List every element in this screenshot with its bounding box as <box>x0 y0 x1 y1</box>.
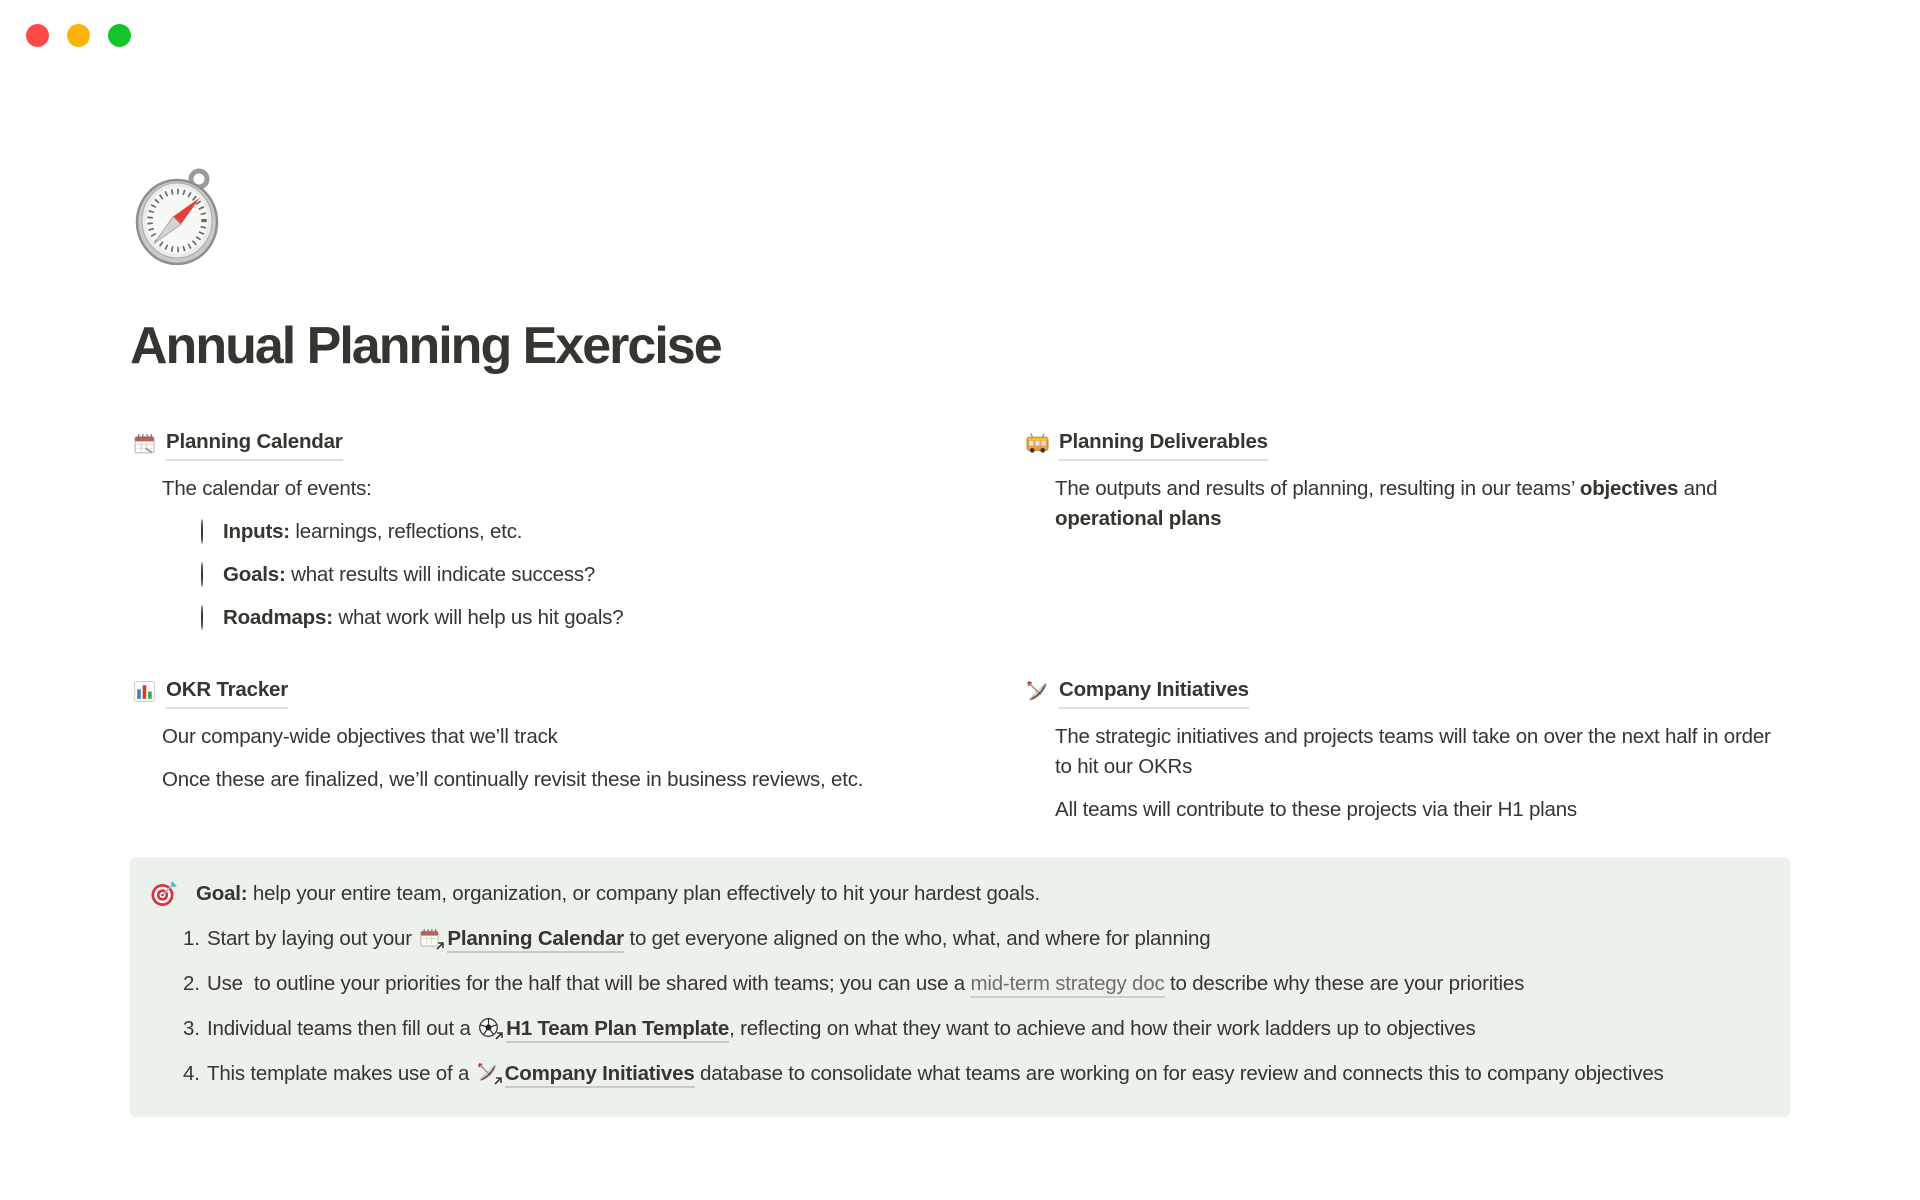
columns-grid <box>130 427 1790 825</box>
section-title[interactable]: OKR Tracker <box>166 675 288 709</box>
company-initiatives-mention[interactable]: Company Initiatives <box>505 1062 695 1088</box>
section-title[interactable]: Planning Calendar <box>166 427 343 461</box>
zoom-button[interactable] <box>108 24 131 47</box>
step-item: 3. Individual teams then fill out a H1 Team Plan Template, reflecting on what they want to achieve and how their work ladders up to objectives <box>183 1014 1770 1044</box>
dart-icon <box>150 880 178 908</box>
section-company-initiatives <box>1015 675 1790 825</box>
bullet-icon <box>130 765 162 795</box>
calendar-icon <box>419 927 440 948</box>
close-button[interactable] <box>26 24 49 47</box>
page-link-arrow-icon <box>434 940 446 952</box>
bullet-icon <box>1023 722 1055 782</box>
page-title[interactable]: Annual Planning Exercise <box>130 317 721 375</box>
section-planning-deliverables <box>1015 427 1790 633</box>
bow-arrow-icon <box>1026 680 1049 703</box>
bullet-icon <box>1023 474 1055 534</box>
window-controls <box>26 24 131 47</box>
bullet-icon <box>191 517 223 547</box>
planning-deliverables-link[interactable] <box>1023 427 1790 461</box>
bullet-icon <box>191 560 223 590</box>
list-item: Inputs: learnings, reflections, etc. <box>191 517 905 547</box>
list-item: Goals: what results will indicate success? <box>191 560 905 590</box>
list-item: The calendar of events: <box>130 474 905 504</box>
section-planning-calendar <box>130 427 905 633</box>
company-initiatives-link[interactable] <box>1023 675 1790 709</box>
bow-arrow-icon <box>477 1062 498 1083</box>
section-title[interactable]: Company Initiatives <box>1059 675 1249 709</box>
goal-callout <box>130 857 1790 1117</box>
bullet-icon <box>130 474 162 504</box>
okr-tracker-link[interactable] <box>130 675 905 709</box>
planning-calendar-mention[interactable]: Planning Calendar <box>447 927 624 953</box>
minimize-button[interactable] <box>67 24 90 47</box>
list-item: Our company-wide objectives that we’ll track <box>130 722 905 752</box>
section-okr-tracker <box>130 675 905 825</box>
list-item: Once these are finalized, we’ll continually revisit these in business reviews, etc. <box>130 765 905 795</box>
bus-icon <box>1026 432 1049 455</box>
soccer-icon <box>478 1017 499 1038</box>
step-item: 2. Use to outline your priorities for the half that will be shared with teams; you can use a mid-term strategy doc to describe why these are your priorities <box>183 969 1770 999</box>
bullet-icon <box>130 722 162 752</box>
compass-icon[interactable] <box>130 165 230 265</box>
bullet-icon <box>191 603 223 633</box>
list-item: The strategic initiatives and projects teams will take on over the next half in order to hit our OKRs <box>1023 722 1790 782</box>
h1-team-plan-template-mention[interactable]: H1 Team Plan Template <box>506 1017 729 1043</box>
page-link-arrow-icon <box>493 1030 505 1042</box>
planning-calendar-link[interactable] <box>130 427 905 461</box>
step-item: 4. This template makes use of a Company Initiatives database to consolidate what teams are working on for easy review and connects this to company objectives <box>183 1059 1770 1089</box>
bar-chart-icon <box>133 680 156 703</box>
list-item: All teams will contribute to these projects via their H1 plans <box>1023 795 1790 825</box>
bullet-icon <box>1023 795 1055 825</box>
page-link-arrow-icon <box>492 1075 504 1087</box>
step-item: 1. Start by laying out your Planning Calendar to get everyone aligned on the who, what, and where for planning <box>183 924 1770 954</box>
list-item: Roadmaps: what work will help us hit goals? <box>191 603 905 633</box>
list-item: The outputs and results of planning, resulting in our teams’ objectives and operational plans <box>1023 474 1790 534</box>
section-title[interactable]: Planning Deliverables <box>1059 427 1268 461</box>
calendar-icon <box>133 432 156 455</box>
mid-term-strategy-doc-link[interactable]: mid-term strategy doc <box>970 972 1164 998</box>
goal-text: Goal: help your entire team, organization, or company plan effectively to hit your hardest goals. <box>196 881 1040 905</box>
